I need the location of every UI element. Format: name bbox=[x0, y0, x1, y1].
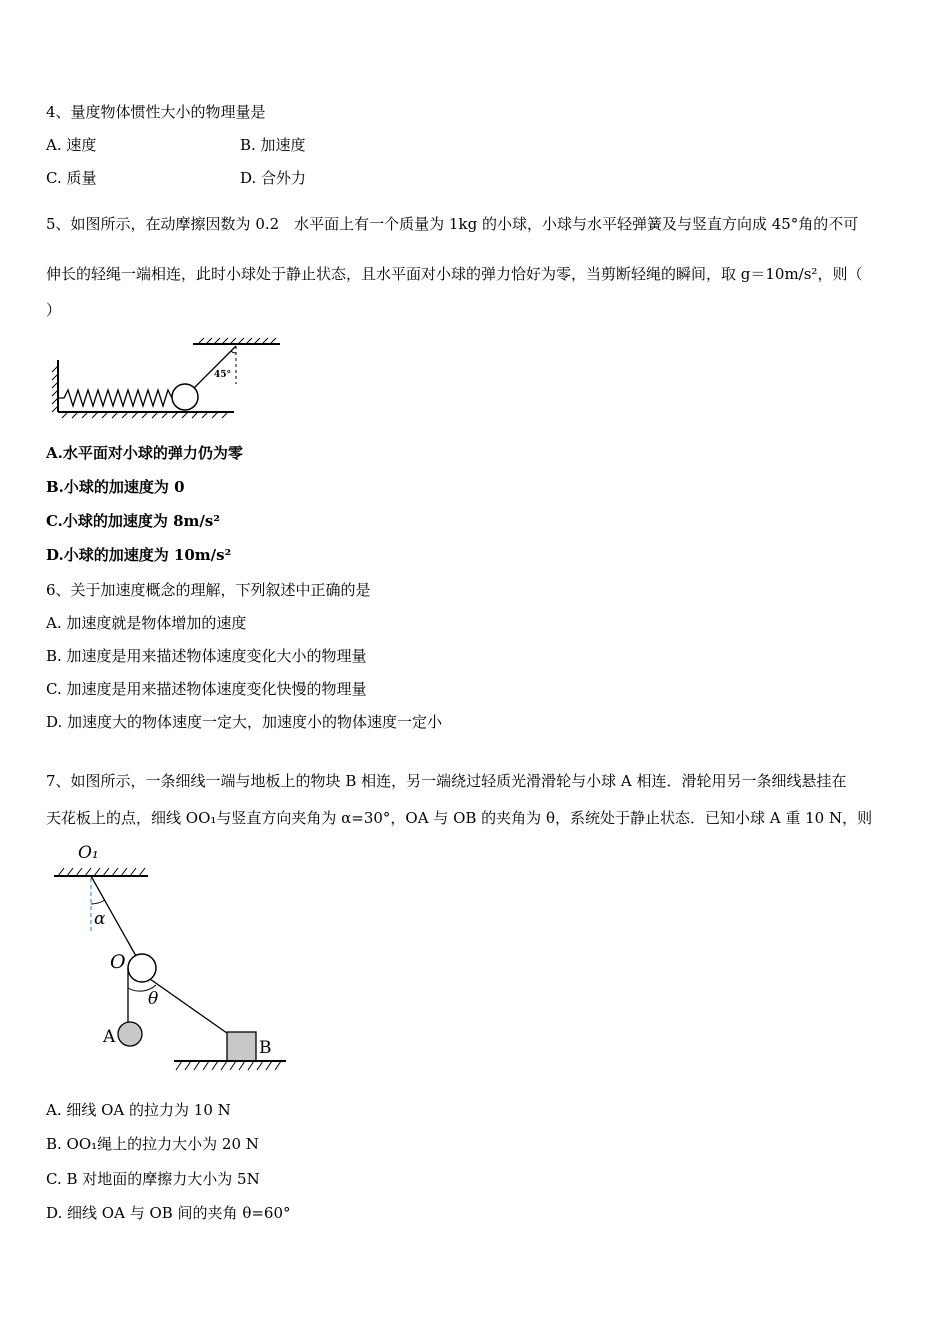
q7-option-b: B. OO₁绳上的拉力大小为 20 N bbox=[46, 1135, 259, 1153]
q7-label-o: O bbox=[110, 951, 126, 973]
q6-option-d: D. 加速度大的物体速度一定大，加速度小的物体速度一定小 bbox=[46, 713, 443, 731]
q7-pulley-figure bbox=[48, 842, 290, 1078]
q4-stem: 4、量度物体惯性大小的物理量是 bbox=[46, 103, 266, 121]
q4-option-a: A. 速度 bbox=[46, 136, 97, 154]
q5-option-b: B.小球的加速度为 0 bbox=[46, 478, 185, 496]
q7-stem-line1: 7、如图所示，一条细线一端与地板上的物块 B 相连，另一端绕过轻质光滑滑轮与小球 A 相连．滑轮用另一条细线悬挂在 bbox=[46, 772, 847, 790]
q5-stem-line3: ） bbox=[46, 301, 62, 319]
q5-spring-ball-figure bbox=[48, 336, 284, 424]
q7-option-a: A. 细线 OA 的拉力为 10 N bbox=[46, 1101, 231, 1119]
q5-option-c: C.小球的加速度为 8m/s² bbox=[46, 512, 220, 530]
q7-label-o1: O₁ bbox=[78, 843, 99, 863]
q7-label-alpha: α bbox=[94, 909, 106, 929]
q5-angle-label: 45° bbox=[214, 370, 232, 380]
q7-label-b: B bbox=[259, 1038, 272, 1058]
q7-label-theta: θ bbox=[148, 989, 159, 1009]
q5-option-a: A.水平面对小球的弹力仍为零 bbox=[46, 444, 243, 462]
q6-option-a: A. 加速度就是物体增加的速度 bbox=[46, 614, 247, 632]
q5-stem-line2: 伸长的轻绳一端相连，此时小球处于静止状态，且水平面对小球的弹力恰好为零，当剪断轻绳的瞬间，取 g＝10m/s²，则（ bbox=[46, 265, 863, 283]
q4-option-d: D. 合外力 bbox=[240, 169, 307, 187]
q7-option-d: D. 细线 OA 与 OB 间的夹角 θ=60° bbox=[46, 1204, 291, 1222]
q7-option-c: C. B 对地面的摩擦力大小为 5N bbox=[46, 1170, 260, 1188]
q4-option-b: B. 加速度 bbox=[240, 136, 306, 154]
q5-option-d: D.小球的加速度为 10m/s² bbox=[46, 546, 232, 564]
q4-option-c: C. 质量 bbox=[46, 169, 97, 187]
q6-option-b: B. 加速度是用来描述物体速度变化大小的物理量 bbox=[46, 647, 367, 665]
q5-stem-line1: 5、如图所示，在动摩擦因数为 0.2 水平面上有一个质量为 1kg 的小球，小球与水平轻弹簧及与竖直方向成 45°角的不可 bbox=[46, 215, 859, 233]
q6-option-c: C. 加速度是用来描述物体速度变化快慢的物理量 bbox=[46, 680, 367, 698]
q6-stem: 6、关于加速度概念的理解，下列叙述中正确的是 bbox=[46, 581, 371, 599]
q7-label-a: A bbox=[103, 1027, 116, 1047]
q7-stem-line2: 天花板上的点，细线 OO₁与竖直方向夹角为 α=30°，OA 与 OB 的夹角为 θ，系统处于静止状态．已知小球 A 重 10 N，则 bbox=[46, 809, 873, 827]
